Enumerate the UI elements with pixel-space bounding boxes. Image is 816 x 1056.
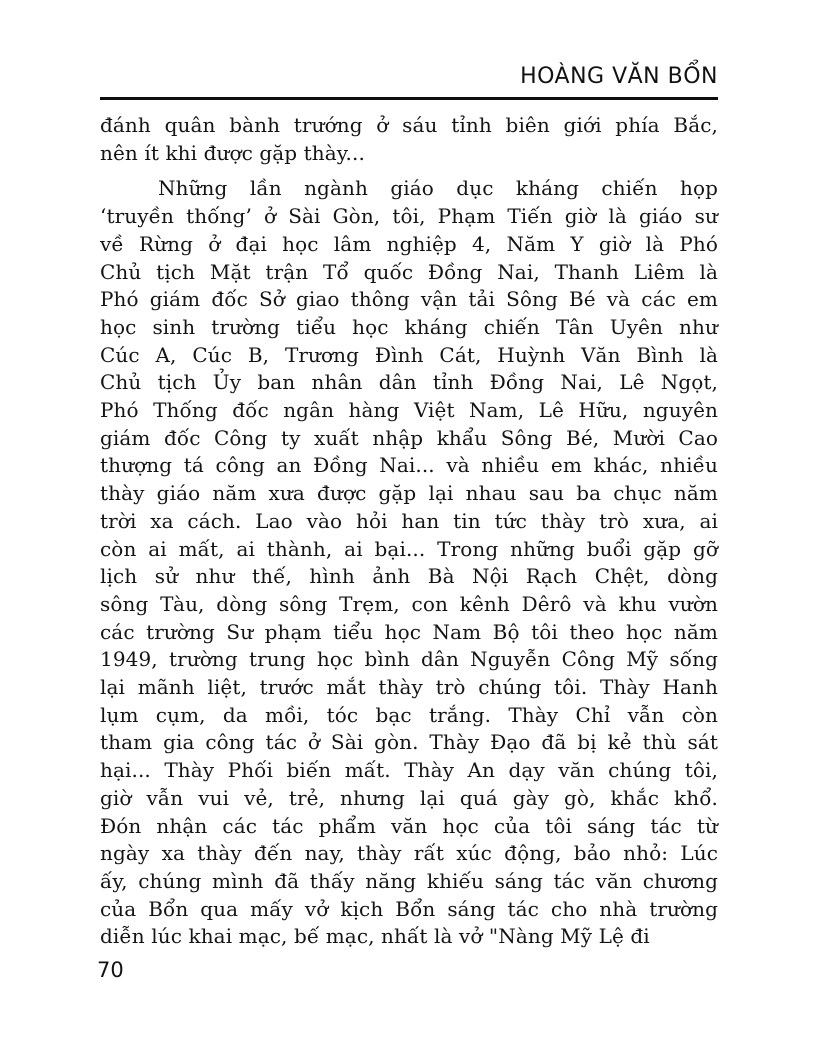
text-line: ngày xa thày đến nay, thày rất xúc động, bảo nhỏ: Lúc [100,841,718,866]
text-line: ‘truyền thống’ ở Sài Gòn, tôi, Phạm Tiến giờ là giáo sư [100,204,718,229]
text-line: lịch sử như thế, hình ảnh Bà Nội Rạch Chệt, dòng [100,564,718,589]
text-line: 1949, trường trung học bình dân Nguyễn Công Mỹ sống [100,647,718,672]
text-line: diễn lúc khai mạc, bế mạc, nhất là vở "Nàng Mỹ Lệ đi [100,924,650,949]
text-line: thượng tá công an Đồng Nai... và nhiều em khác, nhiều [100,453,718,478]
text-line: nên ít khi được gặp thày... [100,140,365,165]
text-line: Phó Thống đốc ngân hàng Việt Nam, Lê Hữu, nguyên [100,398,718,423]
text-line: của Bổn qua mấy vở kịch Bổn sáng tác cho nhà trường [100,896,718,921]
text-line: ấy, chúng mình đã thấy năng khiếu sáng tác văn chương [100,868,718,893]
text-line: lại mãnh liệt, trước mắt thày trò chúng tôi. Thày Hanh [100,675,718,700]
text-line: Đón nhận các tác phẩm văn học của tôi sáng tác từ [100,813,718,838]
paragraph [100,112,718,167]
text-line: Chủ tịch Mặt trận Tổ quốc Đồng Nai, Thanh Liêm là [100,259,718,284]
text-line: đánh quân bành trướng ở sáu tỉnh biên giới phía Bắc, [100,113,718,137]
text-line: Chủ tịch Ủy ban nhân dân tỉnh Đồng Nai, Lê Ngọt, [100,370,718,395]
text-line: giám đốc Công ty xuất nhập khẩu Sông Bé, Mười Cao [100,425,718,450]
text-line: Những lần ngành giáo dục kháng chiến họp [158,176,718,201]
running-header-author: HOÀNG VĂN BỔN [520,64,718,89]
text-block [100,112,718,951]
text-line: các trường Sư phạm tiểu học Nam Bộ tôi theo học năm [100,619,718,644]
text-line: Phó giám đốc Sở giao thông vận tải Sông Bé và các em [100,287,718,312]
text-line: Cúc A, Cúc B, Trương Đình Cát, Huỳnh Văn Bình là [100,342,718,367]
text-line: thày giáo năm xưa được gặp lại nhau sau ba chục năm [100,481,718,506]
header-rule-divider [100,97,718,100]
text-line: còn ai mất, ai thành, ai bại... Trong những buổi gặp gỡ [100,536,718,561]
text-line: sông Tàu, dòng sông Trẹm, con kênh Dêrô và khu vườn [100,591,718,616]
text-line: giờ vẫn vui vẻ, trẻ, nhưng lại quá gày gò, khắc khổ. [100,785,718,810]
text-line: lụm cụm, da mồi, tóc bạc trắng. Thày Chỉ vẫn còn [100,702,718,727]
text-line: về Rừng ở đại học lâm nghiệp 4, Năm Y giờ là Phó [100,231,718,256]
text-line: học sinh trường tiểu học kháng chiến Tân Uyên như [100,314,718,339]
text-line: hại... Thày Phối biến mất. Thày An dạy văn chúng tôi, [100,758,718,783]
text-line: tham gia công tác ở Sài gòn. Thày Đạo đã bị kẻ thù sát [100,730,718,755]
page-number: 70 [97,958,124,982]
paragraph [100,175,718,951]
text-line: trời xa cách. Lao vào hỏi han tin tức thày trò xưa, ai [100,508,718,533]
